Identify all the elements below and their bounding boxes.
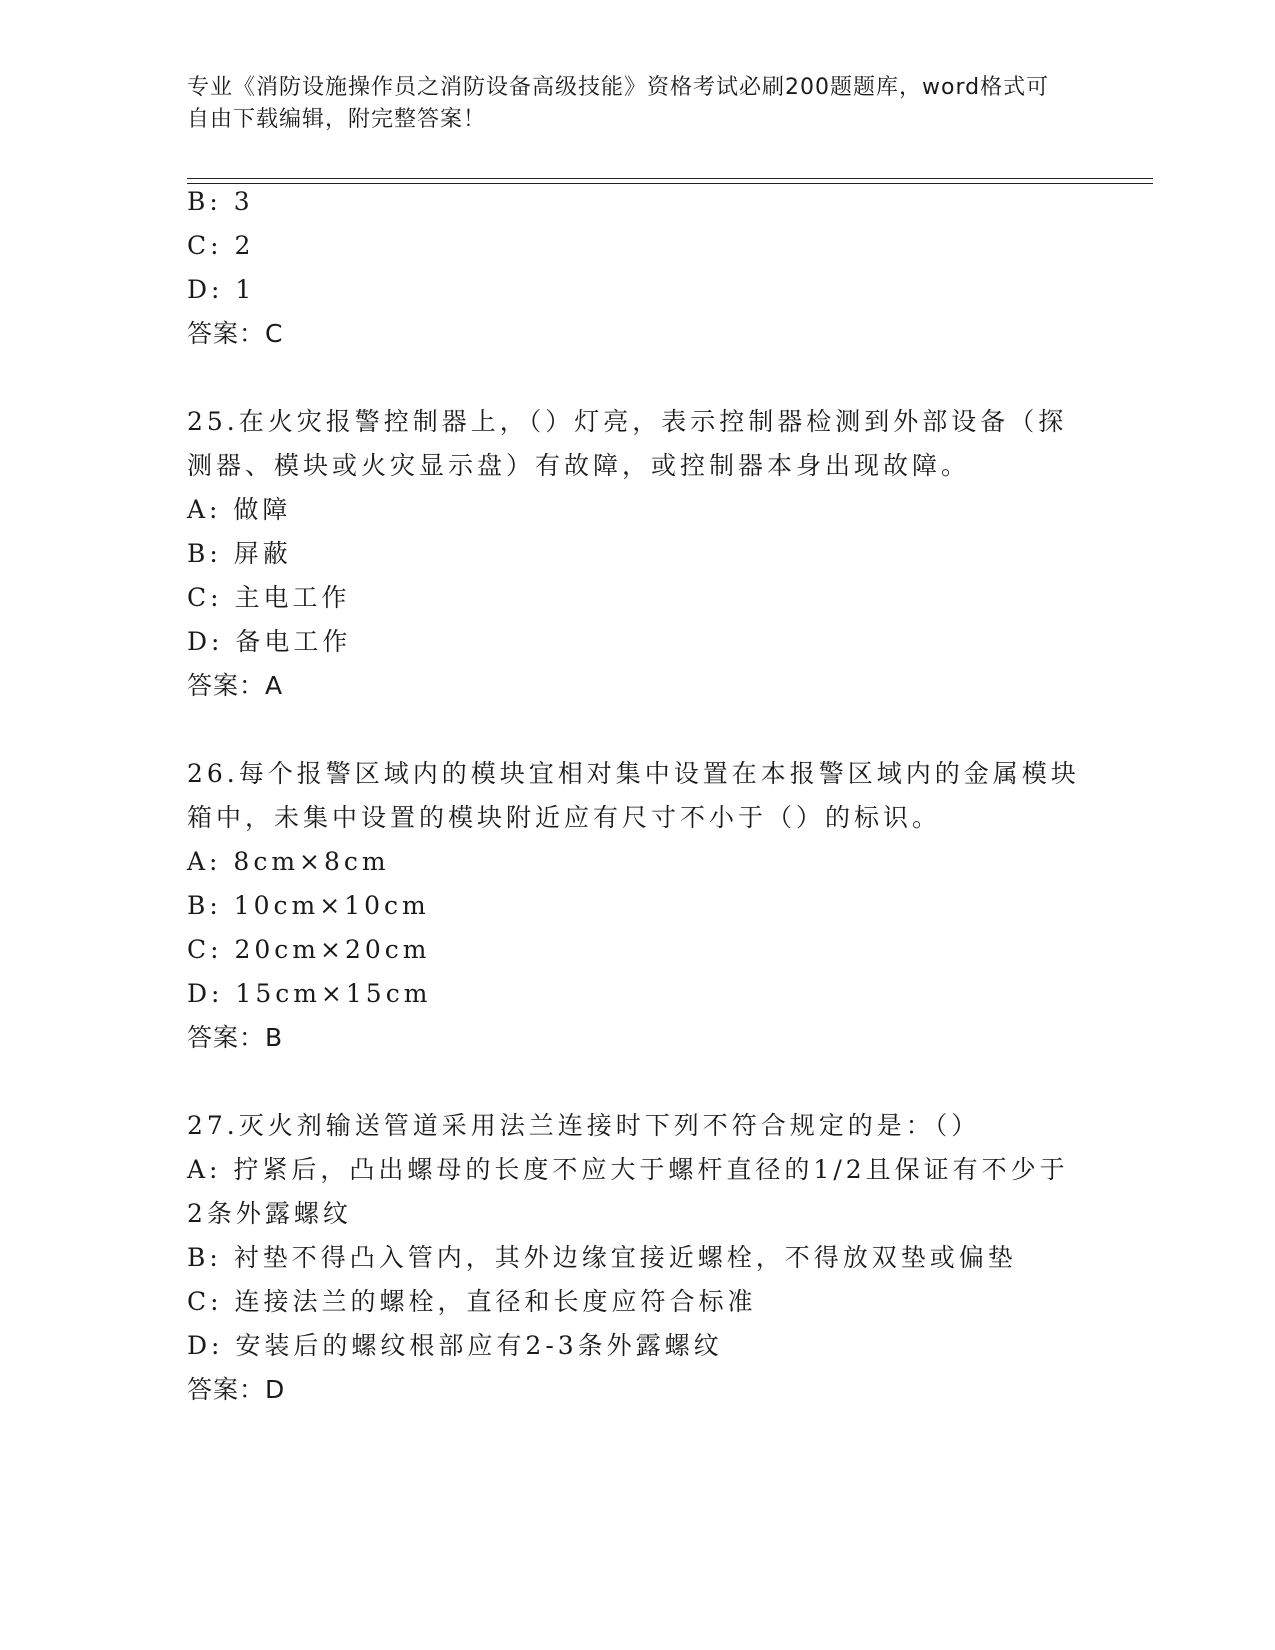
q26-option-b: B: 10cm×10cm [187, 891, 430, 920]
q27-answer: 答案：D [187, 1375, 286, 1404]
q25-option-c: C: 主电工作 [187, 583, 351, 612]
q25-stem-line2: 测器、模块或火灾显示盘）有故障，或控制器本身出现故障。 [187, 451, 971, 480]
q24-answer: 答案：C [187, 319, 284, 348]
q27-option-a-line2: 2条外露螺纹 [187, 1199, 352, 1228]
q25-option-b: B: 屏蔽 [187, 539, 292, 568]
q25-option-a: A: 做障 [187, 495, 292, 524]
q25-option-d: D: 备电工作 [187, 627, 352, 656]
header-rule-bottom [187, 183, 1153, 184]
q26-stem-line1: 26.每个报警区域内的模块宜相对集中设置在本报警区域内的金属模块 [187, 759, 1080, 788]
q27-option-b: B: 衬垫不得凸入管内，其外边缘宜接近螺栓，不得放双垫或偏垫 [187, 1243, 1017, 1272]
q26-option-a: A: 8cm×8cm [187, 847, 390, 876]
q26-option-c: C: 20cm×20cm [187, 935, 431, 964]
q25-answer: 答案：A [187, 671, 284, 700]
document-header: 专业《消防设施操作员之消防设备高级技能》资格考试必刷200题题库，word格式可自由下载编辑，附完整答案！ [187, 75, 1050, 132]
q26-stem-line2: 箱中，未集中设置的模块附近应有尺寸不小于（）的标识。 [187, 803, 942, 832]
header-rule-top [187, 178, 1153, 179]
q27-option-c: C: 连接法兰的螺栓，直径和长度应符合标准 [187, 1287, 757, 1316]
q27-stem: 27.灭火剂输送管道采用法兰连接时下列不符合规定的是：（） [187, 1111, 981, 1140]
q24-option-b: B: 3 [187, 187, 254, 216]
q24-option-c: C: 2 [187, 231, 255, 260]
q27-option-d: D: 安装后的螺纹根部应有2-3条外露螺纹 [187, 1331, 723, 1360]
q27-option-a-line1: A: 拧紧后，凸出螺母的长度不应大于螺杆直径的1/2且保证有不少于 [187, 1155, 1069, 1184]
q26-option-d: D: 15cm×15cm [187, 979, 432, 1008]
q24-option-d: D: 1 [187, 275, 256, 304]
q26-answer: 答案：B [187, 1023, 284, 1052]
q25-stem-line1: 25.在火灾报警控制器上，（）灯亮，表示控制器检测到外部设备（探 [187, 407, 1068, 436]
